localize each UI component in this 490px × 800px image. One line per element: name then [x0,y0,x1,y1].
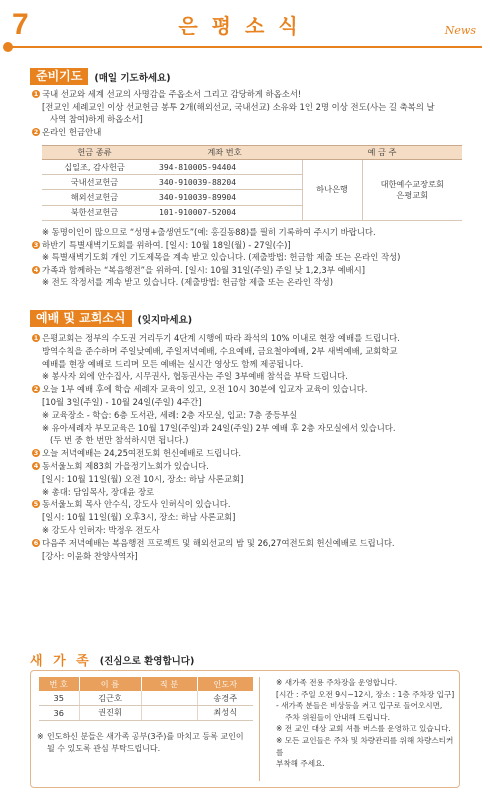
worship-item-4 [32,460,470,473]
worship-note: ※ 봉사자 외에 안수집사, 시무권사, 협동권사는 주일 3부예배 참석을 부탁 드립니다. [42,371,348,382]
worship-item-3 [32,447,470,460]
page-header [0,0,490,56]
offering-type: 국내선교헌금 [42,175,147,190]
newcomer-info-line: ※ 모든 교인들은 주차 및 차량관리를 위해 차량스티커를 [276,735,454,757]
account-number: 340-910039-88204 [147,175,302,190]
newcomer-name: 권진휘 [79,706,141,721]
table-header: 이 름 [79,677,141,691]
number-badge: 1 [33,334,39,342]
account-holder-line-2: 은평교회 [396,189,429,200]
worship-note: (두 번 중 한 번만 참석하시면 됩니다.) [50,435,189,446]
worship-note: ※ 강도사 인허자: 박정우 전도사 [42,524,160,535]
table-header: 직 분 [141,677,197,691]
account-number: 394-810005-94404 [147,160,302,175]
news-label: News [444,24,476,37]
prep-section-subtitle: (매일 기도하세요) [94,72,171,84]
worship-section-heading [30,310,192,327]
table-row [39,691,253,706]
worship-item-2 [32,383,470,396]
table-header: 인도자 [197,677,253,691]
newcomer-subtitle: (진심으로 환영합니다) [99,655,195,667]
number-badge: 4 [33,461,39,470]
account-holder [362,160,462,221]
account-holder-line-1: 대한예수교장로회 [380,178,444,189]
worship-body [32,332,470,562]
prep-item-1-line-3: 사역 참여)하게 하옵소서] [50,114,143,125]
worship-line: 오늘 1부 예배 후에 학습 세례자 교육이 있고, 오전 10시 30분에 입교자 교육이 있습니다. [42,384,368,395]
worship-note: ※ 총대: 담임목사, 장대윤 장로 [42,486,155,497]
prep-item-2-line-1: 온라인 헌금안내 [42,126,102,137]
table-header: 헌금 종류 [42,146,147,160]
worship-line: 다음주 저녁예배는 복음행전 프로젝트 및 해외선교의 밤 및 26,27여전도회 헌신예배로 드립니다. [42,537,395,548]
number-badge: 3 [33,240,39,249]
account-number: 101-910007-52004 [147,205,302,220]
worship-item-6 [32,537,470,550]
worship-line: 동서울노회 목사 안수식, 강도사 인허식이 있습니다. [42,499,231,510]
table-header: 번 호 [39,677,79,691]
newcomer-guide: 최성식 [197,706,253,721]
offering-type: 십일조, 감사헌금 [42,160,147,175]
newcomer-heading [30,650,194,669]
prep-item-4-text: 가족과 함께하는 “복음행전”을 위하여. [일시: 10월 31일(주일) 주일 낮 1,2,3부 예배시] [42,264,366,275]
prep-intro [32,88,470,138]
header-divider [8,46,482,48]
newcomer-note [37,731,247,755]
worship-cont: [일시: 10월 11일(월) 오전 10시, 장소: 하남 사론교회] [42,473,244,484]
number-badge: 4 [33,265,39,274]
page-title: 은평소식 [178,14,312,38]
table-row [39,706,253,721]
offering-table [42,145,462,221]
worship-cont: 방역수칙을 준수하며 주일낮예배, 주일저녁예배, 수요예배, 금요철야예배, 2부 새벽예배, 교회학교 [42,345,398,356]
worship-item-1 [32,332,470,345]
number-badge: 2 [33,385,39,394]
prep-item-4 [32,264,470,277]
newcomer-info-line: 주차 위원들이 안내해 드립니다. [285,712,391,722]
number-badge: 1 [33,90,39,98]
worship-section-subtitle: (잊지마세요) [137,314,193,326]
prep-section-tag: 준비기도 [30,68,88,85]
worship-item-5 [32,498,470,511]
newcomer-role [141,706,197,721]
newcomer-left [39,677,253,721]
worship-note: ※ 교육장소 - 학습: 6층 도서관, 세례: 2층 자모실, 입교: 7층 중등부실 [42,409,298,420]
table-row [42,160,462,175]
newcomer-info-line: [시간 : 주일 오전 9시~12시, 장소 : 1층 주차장 입구] [276,689,455,699]
worship-line: 동서울노회 제83회 가을정기노회가 있습니다. [42,460,209,471]
newcomer-number: 35 [39,691,79,706]
bank-name: 하나은행 [302,160,362,221]
newcomer-title: 새 가 족 [30,654,92,669]
worship-cont: [일시: 10월 11일(월) 오후3시, 장소: 하남 사론교회] [42,512,236,523]
newcomer-note-text: 인도하신 분들은 새가족 공부(3주)를 마치고 등록 교인이 될 수 있도록 관심 부탁드립니다. [47,732,244,753]
newcomer-info-line: ※ 전 교인 대상 교회 셔틀 버스를 운영하고 있습니다. [276,724,451,734]
newcomer-number: 36 [39,706,79,721]
newcomer-box [30,670,460,788]
worship-note: ※ 유아세례자 부모교육은 10월 17일(주일)과 24일(주일) 2부 예배 후 2층 자모실에서 있습니다. [42,422,396,433]
worship-line: 은평교회는 정부의 수도권 거리두기 4단계 시행에 따라 좌석의 10% 이내로 현장 예배를 드립니다. [42,333,400,343]
number-badge: 6 [33,538,39,547]
newcomer-role [141,691,197,706]
prep-note: ※ 전도 작정서를 계속 받고 있습니다. (제출방법: 헌금함 제출 또는 온라인 작성) [42,277,334,288]
prep-item-3 [32,239,470,252]
newcomer-table [39,677,253,721]
account-number: 340-910039-89904 [147,190,302,205]
newcomer-right [267,677,455,770]
prep-section-heading [30,68,171,85]
table-header: 계좌 번호 [147,146,302,160]
prep-note: ※ 특별새벽기도회 개인 기도제목을 계속 받고 있습니다. (제출방법: 헌금함 제출 또는 온라인 작성) [42,252,401,263]
newcomer-info-line: ※ 새가족 전용 주차장을 운영합니다. [276,678,398,687]
worship-section-tag: 예배 및 교회소식 [30,310,132,327]
offering-type: 해외선교헌금 [42,190,147,205]
worship-cont: 예배를 현장 예배로 드리며 모든 예배는 실시간 영상도 함께 제공됩니다. [42,358,304,369]
newcomer-info-line: - 새가족 분들은 비상등을 켜고 입구로 들어오시면, [276,701,443,711]
page-number: 7 [12,8,29,41]
number-badge: 3 [33,449,39,458]
worship-cont: [강사: 이윤화 찬양사역자] [42,550,138,561]
prep-item-3-text: 하반기 특별새벽기도회를 위하여. [일시: 10월 18일(월) - 27일(수)] [42,239,291,250]
prep-item-1 [32,88,470,126]
offering-type: 북한선교헌금 [42,205,147,220]
worship-cont: [10월 3일(주일) - 10월 24일(주일) 4주간] [42,396,202,407]
table-header: 예 금 주 [302,146,462,160]
prep-item-1-line-2: [전교인 세례교인 이상 선교헌금 봉투 2개(해외선교, 국내선교) 소유와 1인 2명 이상 전도(사는 길 축복의 날 [42,101,435,112]
prep-note: ※ 동명이인이 많으므로 “성명+출생연도”(예: 홍길동88)를 필히 기록하여 주시기 바랍니다. [42,227,376,237]
prep-item-2 [32,126,470,139]
worship-line: 오늘 저녁예배는 24,25여전도회 헌신예배로 드립니다. [42,448,242,459]
number-badge: 2 [33,127,39,136]
number-badge: 5 [33,500,39,509]
prep-item-1-line-1: 국내 선교와 세계 선교의 사명감을 주옵소서 그리고 감당하게 하옵소서! [42,89,302,99]
note-mark: ※ [37,732,44,741]
newcomer-guide: 송경주 [197,691,253,706]
newcomer-divider [259,677,260,781]
prep-after-table [32,226,470,289]
newcomer-name: 김근호 [79,691,141,706]
newcomer-info-line: 부착해 주세요. [276,759,325,769]
